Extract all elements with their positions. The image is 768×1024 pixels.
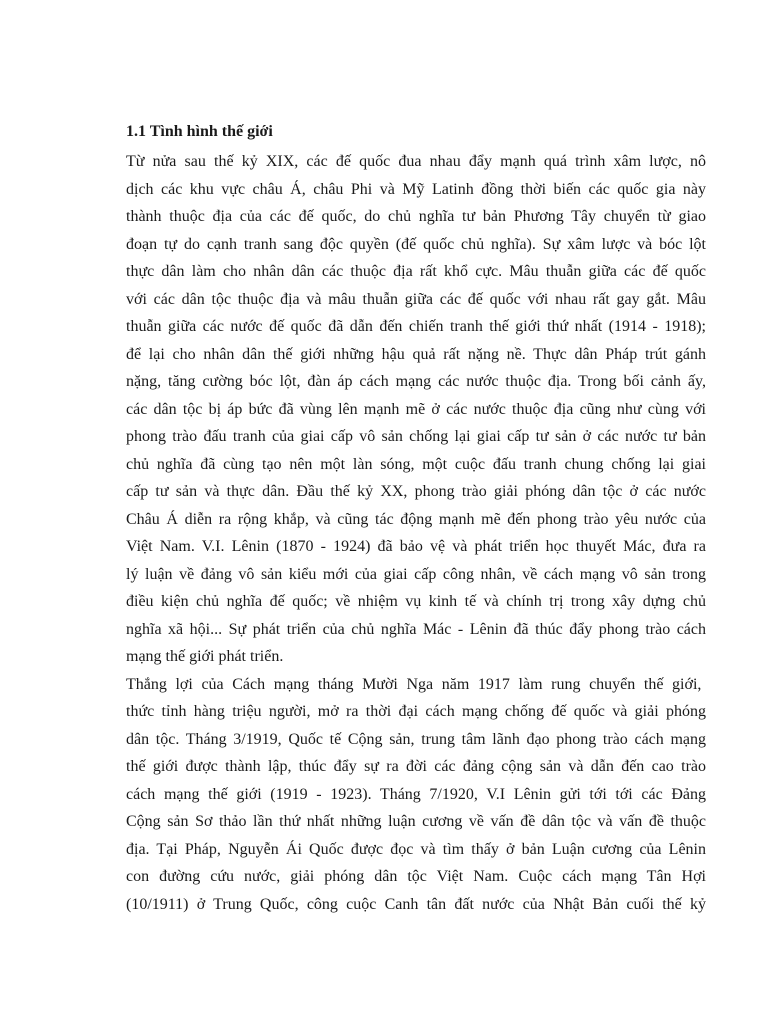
text-line: Việt Nam. V.I. Lênin (1870 - 1924) đã bảo vệ và phát triển học thuyết Mác, đưa ra bbox=[126, 538, 706, 555]
text-line: thực dân làm cho nhân dân các thuộc địa rất khổ cực. Mâu thuẫn giữa các đế quốc bbox=[126, 263, 706, 280]
text-line: điều kiện chủ nghĩa đế quốc; về nhiệm vụ kinh tế và chính trị trong xây dựng chủ bbox=[126, 593, 706, 610]
text-line: Thắng lợi của Cách mạng tháng Mười Nga năm 1917 làm rung chuyển thế giới, bbox=[126, 675, 702, 693]
text-line: phong trào đấu tranh của giai cấp vô sản chống lại giai cấp tư sản ở các nước tư bản bbox=[126, 428, 706, 445]
text-line: thuẫn giữa các nước đế quốc đã dẫn đến chiến tranh thế giới thứ nhất (1914 - 1918); bbox=[126, 318, 706, 335]
text-line: lý luận về đảng vô sản kiểu mới của giai cấp công nhân, về cách mạng vô sản trong bbox=[126, 565, 706, 583]
text-line: nặng, tăng cường bóc lột, đàn áp cách mạng các nước thuộc địa. Trong bối cảnh ấy, bbox=[126, 373, 706, 390]
text-line: thành thuộc địa của các đế quốc, do chủ nghĩa tư bản Phương Tây chuyển từ giao bbox=[126, 208, 706, 225]
paragraph-2 bbox=[126, 671, 706, 919]
text-line: cách mạng thế giới (1919 - 1923). Tháng 7/1920, V.I Lênin gửi tới tới các Đảng bbox=[126, 785, 706, 803]
text-line: Cộng sản Sơ thảo lần thứ nhất những luận cương về vấn đề dân tộc và vấn đề thuộc bbox=[126, 813, 706, 830]
text-line: Từ nửa sau thế kỷ XIX, các đế quốc đua nhau đẩy mạnh quá trình xâm lược, nô bbox=[126, 153, 706, 170]
text-line: nghĩa xã hội... Sự phát triển của chủ nghĩa Mác - Lênin đã thúc đẩy phong trào cách bbox=[126, 620, 706, 638]
text-line: (10/1911) ở Trung Quốc, công cuộc Canh tân đất nước của Nhật Bản cuối thế kỷ bbox=[126, 895, 706, 913]
text-line: các dân tộc bị áp bức đã vùng lên mạnh mẽ ở các nước thuộc địa cũng như cùng với bbox=[126, 400, 706, 418]
text-line: mạng thế giới phát triển. bbox=[126, 648, 284, 665]
text-line: thế giới được thành lập, thúc đẩy sự ra đời các đảng cộng sản và dẫn đến cao trào bbox=[126, 758, 706, 775]
text-line: địa. Tại Pháp, Nguyễn Ái Quốc được đọc và tìm thấy ở bản Luận cương của Lênin bbox=[126, 840, 706, 858]
text-line: đoạn tự do cạnh tranh sang độc quyền (đế quốc chủ nghĩa). Sự xâm lược và bóc lột bbox=[126, 235, 706, 253]
paragraph-1 bbox=[126, 148, 706, 671]
text-line: với các dân tộc thuộc địa và mâu thuẫn giữa các đế quốc với nhau rất gay gắt. Mâu bbox=[126, 290, 706, 308]
text-line: con đường cứu nước, giải phóng dân tộc Việt Nam. Cuộc cách mạng Tân Hợi bbox=[126, 868, 706, 885]
text-line: dân tộc. Tháng 3/1919, Quốc tế Cộng sản, trung tâm lãnh đạo phong trào cách mạng bbox=[126, 730, 706, 748]
text-line: thức tỉnh hàng triệu người, mở ra thời đại cách mạng chống đế quốc và giải phóng bbox=[126, 703, 706, 720]
text-line: để lại cho nhân dân thế giới những hậu quả rất nặng nề. Thực dân Pháp trút gánh bbox=[126, 345, 706, 363]
document-body bbox=[126, 120, 706, 918]
text-line: Châu Á diễn ra rộng khắp, và cũng tác động mạnh mẽ đến phong trào yêu nước của bbox=[126, 510, 706, 528]
text-line: dịch các khu vực châu Á, châu Phi và Mỹ Latinh đồng thời biến các quốc gia này bbox=[126, 180, 706, 198]
section-heading: 1.1 Tình hình thế giới bbox=[126, 123, 273, 140]
text-line: cấp tư sản và thực dân. Đầu thế kỷ XX, phong trào giải phóng dân tộc ở các nước bbox=[126, 483, 706, 500]
text-line: chủ nghĩa đã cùng tạo nên một làn sóng, một cuộc đấu tranh chung chống lại giai bbox=[126, 455, 706, 473]
